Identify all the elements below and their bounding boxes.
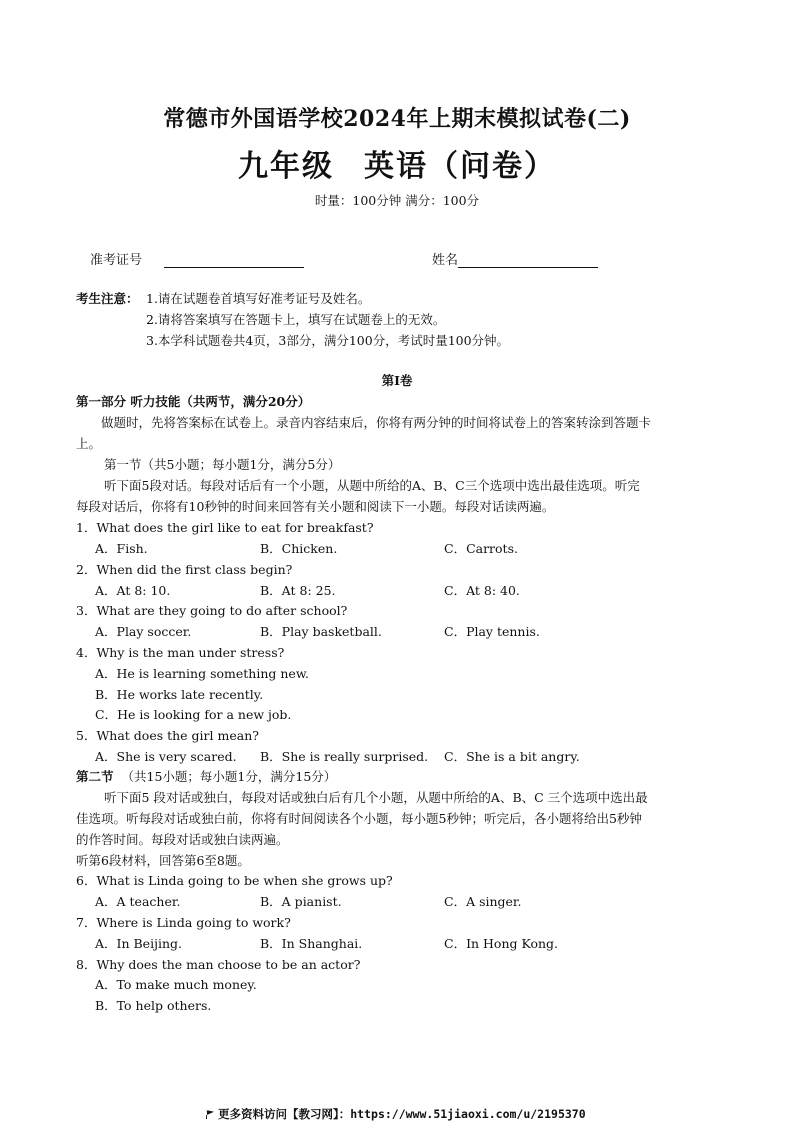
section2-title	[76, 768, 336, 786]
option-c: C．At 8: 40.	[444, 583, 520, 598]
option-b: B．A pianist.	[260, 894, 342, 909]
part1-title: 第一部分 听力技能（共两节，满分20分）	[76, 394, 311, 409]
question-stem: 1．What does the girl like to eat for breakfast?	[76, 520, 374, 535]
option-b: B．At 8: 25.	[260, 583, 336, 598]
option-c: C．Carrots.	[444, 541, 518, 556]
footer-text: 更多资料访问【教习网】：https://www.51jiaoxi.com/u/2195370	[218, 1107, 586, 1121]
option-a: A．She is very scared.	[95, 749, 237, 764]
notice-item: 2.请将答案填写在答题卡上，填写在试题卷上的无效。	[146, 312, 446, 327]
part1-intro: 上。	[76, 436, 102, 451]
option-b: B．In Shanghai.	[260, 936, 363, 951]
option-a: A．He is learning something new.	[95, 666, 310, 681]
notice-label: 考生注意：	[76, 291, 139, 306]
section1-instructions: 听下面5段对话。每段对话后有一个小题，从题中所给的A、B、C三个选项中选出最佳选项。听完	[104, 478, 640, 493]
question-stem: 7．Where is Linda going to work?	[76, 915, 291, 930]
exam-number-label: 准考证号	[90, 253, 143, 268]
section2-instructions: 佳选项。听每段对话或独白前，你将有时间阅读各个小题，每小题5秒钟；听完后，各小题将给出5秒钟	[76, 811, 642, 826]
section2-instructions: 听下面5 段对话或独白，每段对话或独白后有几个小题，从题中所给的A、B、C 三个选项中选出最	[104, 790, 648, 805]
part1-intro: 做题时，先将答案标在试卷上。录音内容结束后，你将有两分钟的时间将试卷上的答案转涂到答题卡	[101, 415, 652, 430]
option-a: A．Play soccer.	[95, 624, 192, 639]
exam-number-field	[90, 249, 304, 268]
option-a: A．At 8: 10.	[95, 583, 171, 598]
section2-scoring: （共15小题；每小题1分，满分15分）	[121, 769, 337, 784]
question-stem: 4．Why is the man under stress?	[76, 645, 285, 660]
option-c: C．In Hong Kong.	[444, 936, 559, 951]
time-info: 时量：100分钟 满分：100分	[314, 193, 480, 208]
name-label: 姓名	[432, 253, 459, 268]
notice-item: 1.请在试题卷首填写好准考证号及姓名。	[146, 291, 371, 306]
option-a: A．In Beijing.	[95, 936, 182, 951]
material-note: 听第6段材料，回答第6至8题。	[76, 853, 250, 868]
grade-label: 九年级	[238, 149, 334, 184]
option-c: C．A singer.	[444, 894, 522, 909]
option-a: A．Fish.	[95, 541, 148, 556]
option-c: C．She is a bit angry.	[444, 749, 580, 764]
option-c: C．He is looking for a new job.	[95, 707, 292, 722]
exam-title: 常德市外国语学校2024年上期末模拟试卷(二)	[163, 106, 631, 132]
name-blank	[458, 252, 598, 268]
footer-link[interactable]	[206, 1106, 586, 1122]
section2-instructions: 的作答时间。每段对话或独白读两遍。	[76, 832, 289, 847]
question-stem: 5．What does the girl mean?	[76, 728, 259, 743]
option-a: A．A teacher.	[95, 894, 181, 909]
option-b: B．Chicken.	[260, 541, 338, 556]
section1-instructions: 每段对话后，你将有10秒钟的时间来回答有关小题和阅读下一小题。每段对话读两遍。	[76, 499, 555, 514]
option-b: B．To help others.	[95, 998, 212, 1013]
question-stem: 3．What are they going to do after school?	[76, 603, 348, 618]
option-b: B．Play basketball.	[260, 624, 382, 639]
exam-subtitle	[0, 141, 794, 185]
volume-title: 第Ⅰ卷	[381, 373, 413, 388]
section2-label: 第二节	[76, 769, 114, 784]
option-a: A．To make much money.	[95, 977, 257, 992]
question-stem: 6．What is Linda going to be when she grows up?	[76, 873, 393, 888]
option-c: C．Play tennis.	[444, 624, 540, 639]
question-stem: 8．Why does the man choose to be an actor?	[76, 957, 361, 972]
section1-title: 第一节（共5小题；每小题1分，满分5分）	[104, 457, 341, 472]
flag-icon	[206, 1110, 214, 1119]
question-stem: 2．When did the first class begin?	[76, 562, 293, 577]
name-field	[432, 249, 598, 268]
subject-label: 英语（问卷）	[364, 149, 556, 184]
option-b: B．He works late recently.	[95, 687, 264, 702]
exam-number-blank	[164, 252, 304, 268]
notice-item: 3.本学科试题卷共4页，3部分，满分100分，考试时量100分钟。	[146, 333, 510, 348]
option-b: B．She is really surprised.	[260, 749, 429, 764]
